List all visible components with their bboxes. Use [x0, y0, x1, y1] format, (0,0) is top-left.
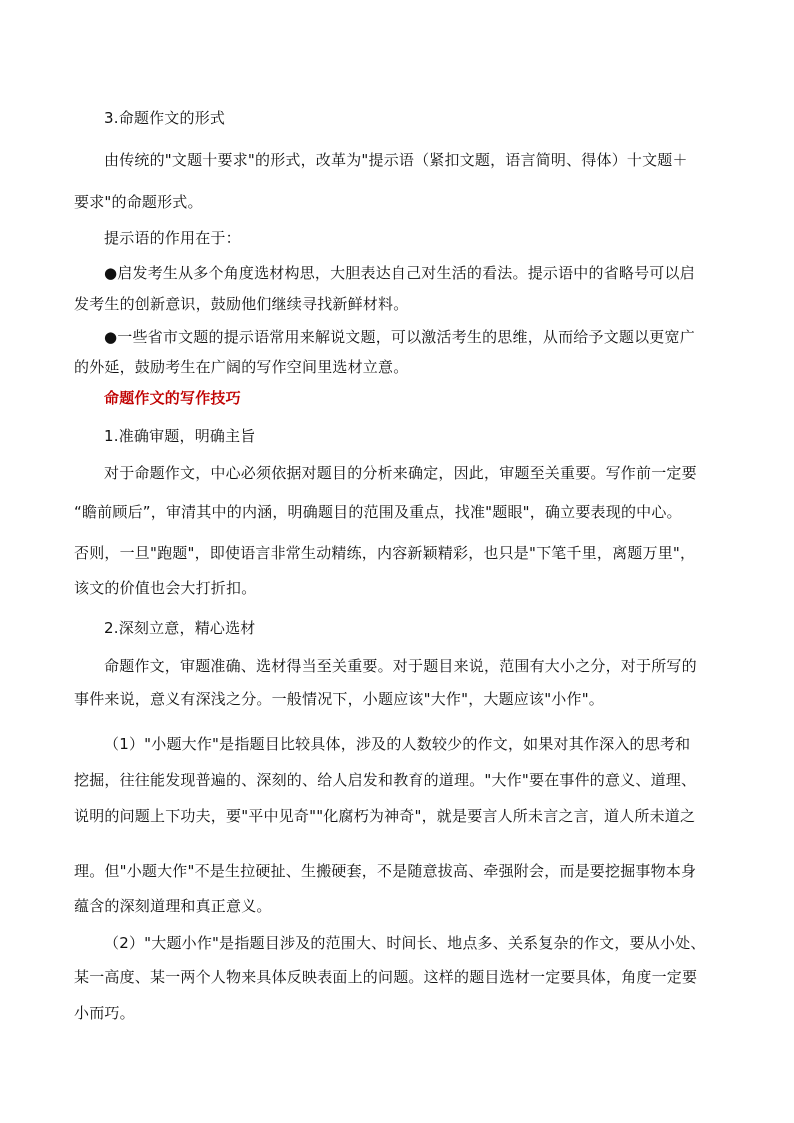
skill-1-paragraph-line: 否则，一旦"跑题"，即使语言非常生动精练，内容新颖精彩，也只是"下笔千里，离题万里"，: [74, 544, 696, 562]
hint-role-bullet-2-cont: 的外延，鼓励考生在广阔的写作空间里选材立意。: [74, 358, 409, 376]
skill-1-paragraph-line: 对于命题作文，中心必须依据对题目的分析来确定，因此，审题至关重要。写作前一定要: [104, 464, 697, 482]
section3-paragraph-line: 要求"的命题形式。: [74, 193, 203, 211]
skill-2-sub-1-line: 说明的问题上下功夫，要"平中见奇""化腐朽为神奇"，就是要言人所未言之言，道人所未道之: [74, 807, 696, 825]
skill-2-sub-1-line: 理。但"小题大作"不是生拉硬扯、生搬硬套，不是随意拔高、牵强附会，而是要挖掘事物本身: [74, 862, 697, 880]
section3-paragraph-line: 由传统的"文题十要求"的形式，改革为"提示语（紧扣文题，语言简明、得体）十文题＋: [104, 151, 688, 169]
hint-role-bullet-1: ●启发考生从多个角度选材构思，大胆表达自己对生活的看法。提示语中的省略号可以启: [104, 264, 695, 282]
skill-2-sub-2-line: （2）"大题小作"是指题目涉及的范围大、时间长、地点多、关系复杂的作文，要从小处、: [104, 934, 706, 952]
hint-role-bullet-1-cont: 发考生的创新意识，鼓励他们继续寻找新鲜材料。: [74, 295, 409, 313]
skill-2-sub-1-line: 蕴含的深刻道理和真正意义。: [74, 897, 272, 915]
hint-role-heading: 提示语的作用在于：: [104, 229, 241, 247]
skill-1-paragraph-line: 该文的价值也会大打折扣。: [74, 579, 257, 597]
skill-2-title: 2.深刻立意，精心选材: [104, 619, 256, 637]
skill-1-title: 1.准确审题，明确主旨: [104, 427, 256, 445]
skills-heading: 命题作文的写作技巧: [104, 389, 241, 407]
skill-2-paragraph-line: 命题作文，审题准确、选材得当至关重要。对于题目来说，范围有大小之分，对于所写的: [104, 657, 697, 675]
hint-role-bullet-2: ●一些省市文题的提示语常用来解说文题，可以激活考生的思维，从而给予文题以更宽广: [104, 328, 695, 346]
skill-1-paragraph-line: “瞻前顾后”，审清其中的内涵，明确题目的范围及重点，找准"题眼"，确立要表现的中心。: [74, 503, 682, 521]
skill-2-sub-2-line: 小而巧。: [74, 1004, 135, 1022]
skill-2-sub-1-line: （1）"小题大作"是指题目比较具体，涉及的人数较少的作文，如果对其作深入的思考和: [104, 735, 691, 753]
skill-2-paragraph-line: 事件来说，意义有深浅之分。一般情况下，小题应该"大作"，大题应该"小作"。: [74, 690, 605, 708]
skill-2-sub-2-line: 某一高度、某一两个人物来具体反映表面上的问题。这样的题目选材一定要具体，角度一定要: [74, 968, 698, 986]
skill-2-sub-1-line: 挖掘，往往能发现普遍的、深刻的、给人启发和教育的道理。"大作"要在事件的意义、道理、: [74, 771, 697, 789]
section3-title: 3.命题作文的形式: [104, 109, 226, 127]
